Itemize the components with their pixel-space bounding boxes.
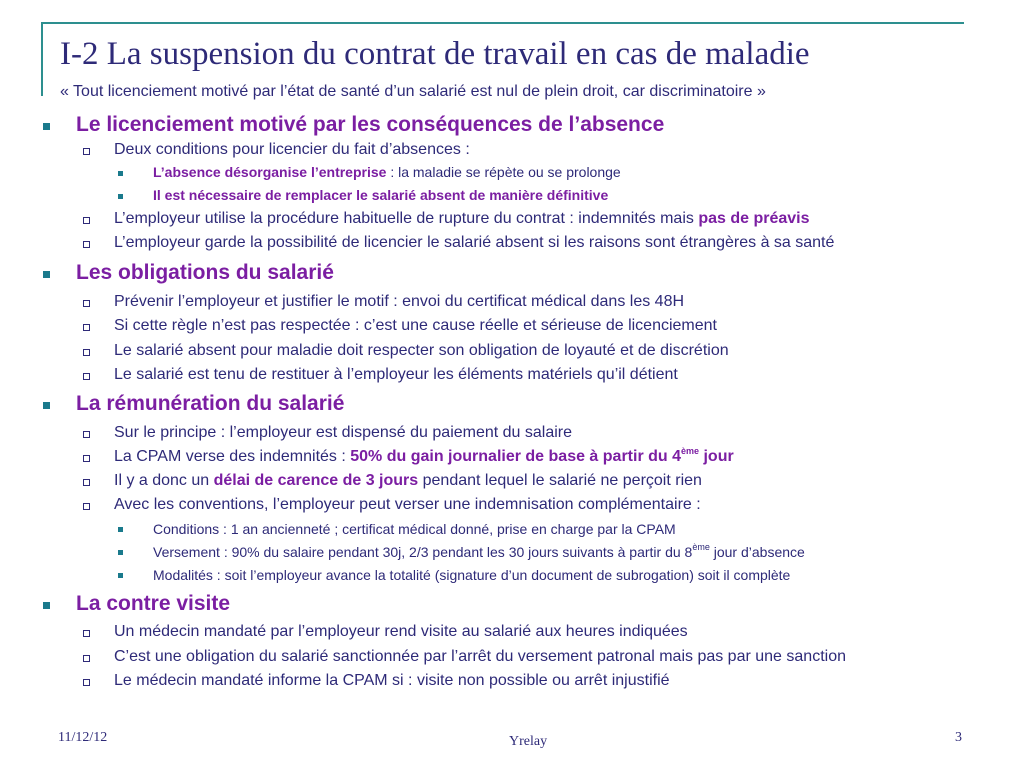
item-text xyxy=(153,544,805,560)
item-emphasis: L’absence désorganise l’entreprise xyxy=(153,164,387,180)
item-text xyxy=(153,164,621,180)
small-square-bullet-icon xyxy=(118,527,123,532)
hollow-square-bullet-icon xyxy=(83,655,90,662)
hollow-square-bullet-icon xyxy=(83,148,90,155)
item-text: Deux conditions pour licencier du fait d’absences : xyxy=(114,141,470,158)
hollow-square-bullet-icon xyxy=(83,349,90,356)
item-emphasis: 50% du gain journalier de base à partir du 4 xyxy=(350,448,682,465)
square-bullet-icon xyxy=(43,402,50,409)
item-text-head: Versement : 90% du salaire pendant 30j, 2/3 pendant les 30 jours suivants à partir du 8 xyxy=(153,544,693,560)
item-text: Le salarié est tenu de restituer à l’employeur les éléments matériels qu’il détient xyxy=(114,366,678,383)
footer-author: Yrelay xyxy=(509,734,548,749)
item-text: Conditions : 1 an ancienneté ; certificat médical donné, prise en charge par la CPAM xyxy=(153,521,676,537)
hollow-square-bullet-icon xyxy=(83,217,90,224)
hollow-square-bullet-icon xyxy=(83,479,90,486)
slide-subtitle: « Tout licenciement motivé par l’état de santé d’un salarié est nul de plein droit, car discriminatoire » xyxy=(60,83,766,100)
superscript: ème xyxy=(681,446,700,456)
section-heading: Le licenciement motivé par les conséquences de l’absence xyxy=(76,113,665,136)
item-text: Le salarié absent pour maladie doit respecter son obligation de loyauté et de discrétion xyxy=(114,342,729,359)
small-square-bullet-icon xyxy=(118,573,123,578)
section-heading: La contre visite xyxy=(76,592,231,615)
item-text: Le médecin mandaté informe la CPAM si : visite non possible ou arrêt injustifié xyxy=(114,672,670,689)
section-heading: La rémunération du salarié xyxy=(76,392,345,415)
item-text: C’est une obligation du salarié sanctionnée par l’arrêt du versement patronal mais pas par une sanction xyxy=(114,648,846,665)
item-emphasis: délai de carence de 3 jours xyxy=(213,472,419,489)
hollow-square-bullet-icon xyxy=(83,324,90,331)
item-text: Un médecin mandaté par l’employeur rend visite au salarié aux heures indiquées xyxy=(114,623,688,640)
item-text-tail: pendant lequel le salarié ne perçoit rien xyxy=(418,472,702,489)
hollow-square-bullet-icon xyxy=(83,679,90,686)
item-text xyxy=(114,448,734,466)
small-square-bullet-icon xyxy=(118,550,123,555)
item-emphasis-tail: jour xyxy=(699,448,734,465)
item-text-head: Il y a donc un xyxy=(114,472,214,489)
section-heading: Les obligations du salarié xyxy=(76,261,334,284)
item-text: Si cette règle n’est pas respectée : c’est une cause réelle et sérieuse de licenciement xyxy=(114,317,717,334)
frame-top-line xyxy=(41,22,964,24)
small-square-bullet-icon xyxy=(118,194,123,199)
item-text: L’employeur garde la possibilité de licencier le salarié absent si les raisons sont étrangères à sa santé xyxy=(114,234,835,251)
item-text xyxy=(114,210,810,228)
item-text: Sur le principe : l’employeur est dispensé du paiement du salaire xyxy=(114,424,573,441)
item-text: Avec les conventions, l’employeur peut verser une indemnisation complémentaire : xyxy=(114,496,701,513)
hollow-square-bullet-icon xyxy=(83,241,90,248)
hollow-square-bullet-icon xyxy=(83,373,90,380)
item-text: Prévenir l’employeur et justifier le motif : envoi du certificat médical dans les 48H xyxy=(114,293,685,310)
frame-left-line xyxy=(41,22,43,96)
item-text xyxy=(114,472,702,490)
small-square-bullet-icon xyxy=(118,171,123,176)
item-text-tail: jour d’absence xyxy=(709,544,805,560)
hollow-square-bullet-icon xyxy=(83,431,90,438)
superscript: ème xyxy=(692,542,710,552)
item-emphasis: pas de préavis xyxy=(698,210,810,227)
item-text-tail: : la maladie se répète ou se prolonge xyxy=(386,164,621,180)
hollow-square-bullet-icon xyxy=(83,455,90,462)
hollow-square-bullet-icon xyxy=(83,630,90,637)
item-text: Modalités : soit l’employeur avance la totalité (signature d’un document de subrogation) soit il complète xyxy=(153,567,791,583)
item-text-head: L’employeur utilise la procédure habituelle de rupture du contrat : indemnités mais xyxy=(114,210,699,227)
hollow-square-bullet-icon xyxy=(83,300,90,307)
footer-date: 11/12/12 xyxy=(58,730,108,745)
footer-page-number: 3 xyxy=(955,730,962,745)
item-emphasis: Il est nécessaire de remplacer le salarié absent de manière définitive xyxy=(153,187,609,203)
slide-title: I-2 La suspension du contrat de travail en cas de maladie xyxy=(60,36,810,72)
hollow-square-bullet-icon xyxy=(83,503,90,510)
square-bullet-icon xyxy=(43,271,50,278)
square-bullet-icon xyxy=(43,123,50,130)
item-text-head: La CPAM verse des indemnités : xyxy=(114,448,351,465)
square-bullet-icon xyxy=(43,602,50,609)
